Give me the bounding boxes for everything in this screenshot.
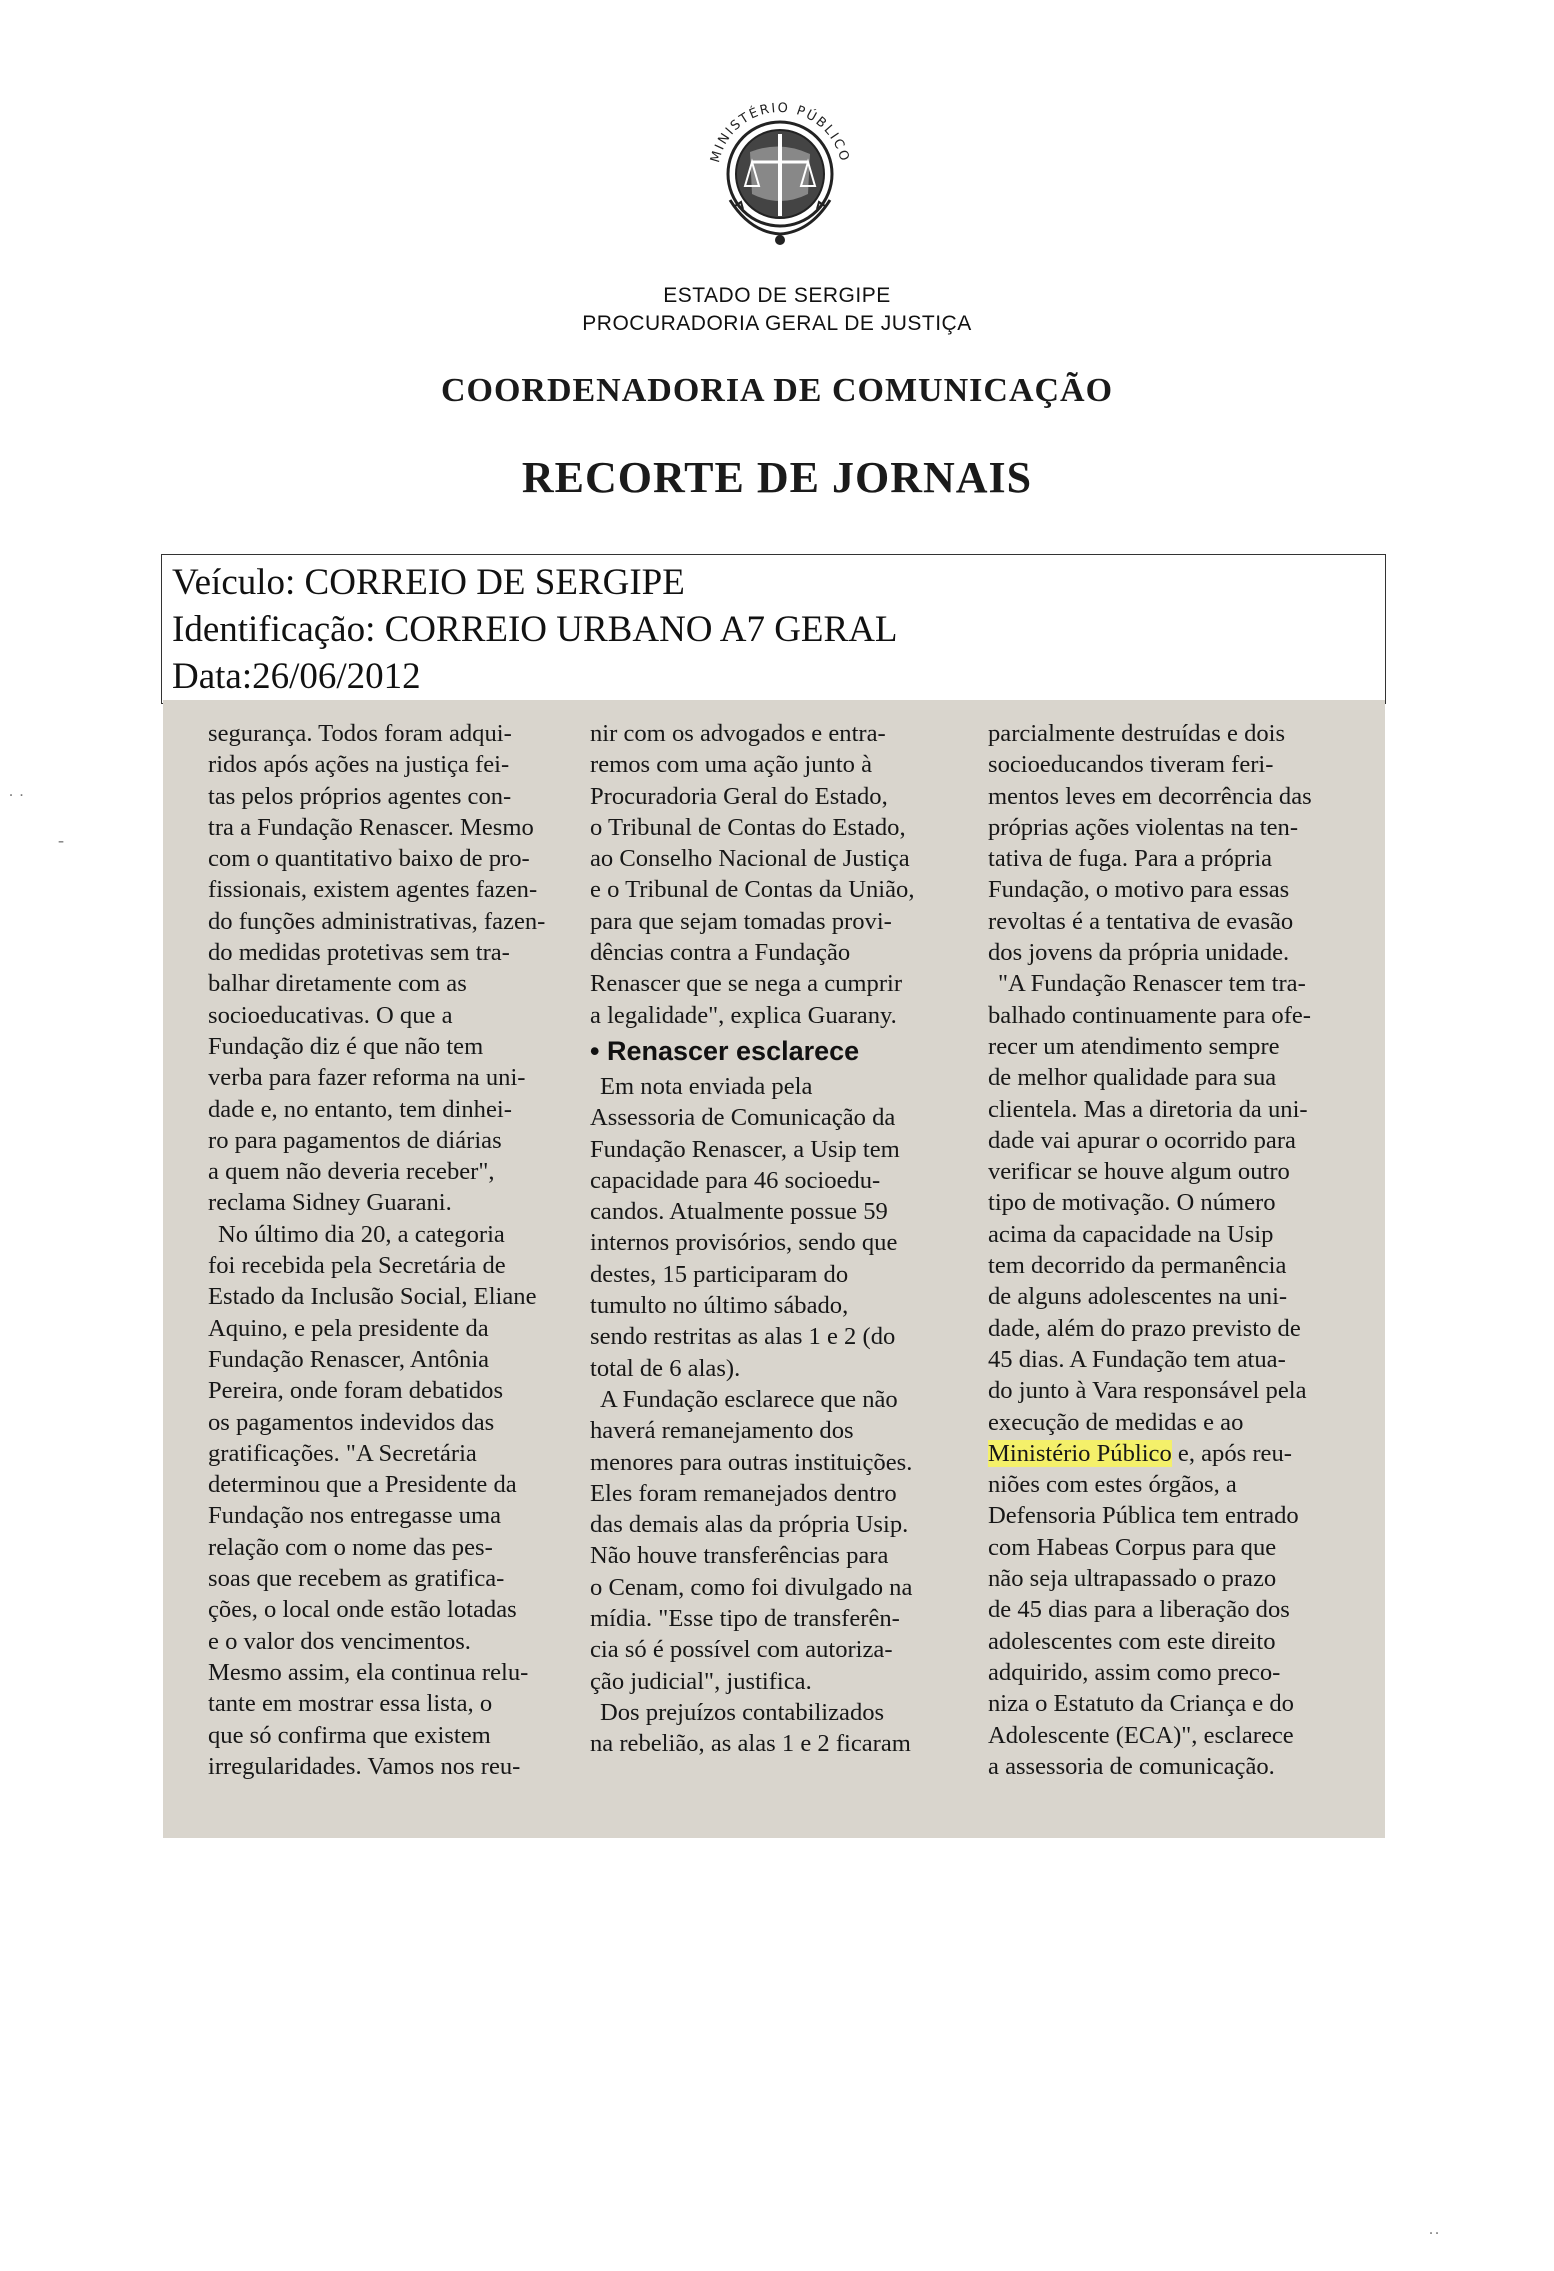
- article-line: relação com o nome das pes-: [208, 1533, 493, 1561]
- article-line: dade, além do prazo previsto de: [988, 1314, 1301, 1342]
- article-line: Não houve transferências para: [590, 1542, 889, 1570]
- article-line: ção judicial", justifica.: [590, 1667, 812, 1695]
- article-line: cia só é possível com autoriza-: [590, 1636, 893, 1664]
- article-line: não seja ultrapassado o prazo: [988, 1565, 1277, 1593]
- article-line: remos com uma ação junto à: [590, 751, 873, 779]
- article-line: balhar diretamente com as: [208, 970, 467, 998]
- article-line: dências contra a Fundação: [590, 939, 851, 967]
- article-line: niões com estes órgãos, a: [988, 1471, 1237, 1499]
- highlighted-ministerio-publico: Ministério Público: [988, 1439, 1172, 1467]
- article-line: Eles foram remanejados dentro: [590, 1479, 897, 1507]
- scan-speck: ˙˙: [1428, 2228, 1440, 2248]
- article-line: menores para outras instituições.: [590, 1448, 913, 1476]
- article-line: Assessoria de Comunicação da: [590, 1104, 896, 1132]
- article-line: dade vai apurar o ocorrido para: [988, 1126, 1296, 1154]
- article-line: das demais alas da própria Usip.: [590, 1511, 909, 1539]
- document-title: RECORTE DE JORNAIS: [521, 453, 1033, 502]
- article-line: tas pelos próprios agentes con-: [208, 782, 512, 810]
- article-line: Aquino, e pela presidente da: [208, 1314, 489, 1342]
- article-line: do funções administrativas, fazen-: [208, 907, 546, 935]
- article-line: niza o Estatuto da Criança e do: [988, 1690, 1294, 1718]
- article-line: o Cenam, como foi divulgado na: [590, 1573, 913, 1601]
- article-line: Pereira, onde foram debatidos: [208, 1377, 504, 1405]
- article-line-highlighted: [988, 1438, 1312, 1469]
- article-line: recer um atendimento sempre: [988, 1032, 1280, 1060]
- seal-lettering: MINISTÉRIO PÚBLICO: [707, 100, 852, 165]
- article-line: destes, 15 participaram do: [590, 1260, 849, 1288]
- article-line: com Habeas Corpus para que: [988, 1533, 1277, 1561]
- scan-speck: ˙ ˙: [8, 790, 25, 810]
- article-line: Defensoria Pública tem entrado: [988, 1502, 1299, 1530]
- article-line: do medidas protetivas sem tra-: [208, 939, 510, 967]
- state-name: ESTADO DE SERGIPE: [663, 284, 891, 307]
- article-line: a assessoria de comunicação.: [988, 1752, 1275, 1780]
- scan-speck: -: [58, 830, 64, 850]
- article-line: No último dia 20, a categoria: [218, 1220, 505, 1248]
- ministerio-publico-seal: [690, 82, 870, 262]
- article-line: gratificações. "A Secretária: [208, 1439, 477, 1467]
- article-line: com o quantitativo baixo de pro-: [208, 845, 530, 873]
- article-line: Fundação Renascer, Antônia: [208, 1345, 490, 1373]
- department-heading: COORDENADORIA DE COMUNICAÇÃO: [440, 372, 1114, 409]
- article-line: tativa de fuga. Para a própria: [988, 845, 1273, 873]
- article-line: tipo de motivação. O número: [988, 1189, 1276, 1217]
- article-line: execução de medidas e ao: [988, 1408, 1244, 1436]
- agency-name: PROCURADORIA GERAL DE JUSTIÇA: [582, 312, 972, 335]
- article-line: os pagamentos indevidos das: [208, 1408, 495, 1436]
- article-line: do junto à Vara responsável pela: [988, 1377, 1307, 1405]
- article-line: nir com os advogados e entra-: [590, 720, 886, 747]
- article-line: parcialmente destruídas e dois: [988, 720, 1286, 747]
- article-line: candos. Atualmente possue 59: [590, 1198, 888, 1226]
- article-line: A Fundação esclarece que não: [600, 1385, 898, 1413]
- article-line: próprias ações violentas na ten-: [988, 813, 1299, 841]
- article-line: Em nota enviada pela: [600, 1072, 813, 1100]
- article-line: soas que recebem as gratifica-: [208, 1565, 505, 1593]
- article-column-2: [590, 718, 914, 1760]
- clipping-info-box: [161, 554, 1386, 704]
- article-column-3: [988, 718, 1312, 1782]
- article-line: Mesmo assim, ela continua relu-: [208, 1658, 529, 1686]
- article-line: Fundação Renascer, a Usip tem: [590, 1135, 900, 1163]
- article-line: dos jovens da própria unidade.: [988, 939, 1290, 967]
- article-line: Fundação diz é que não tem: [208, 1032, 484, 1060]
- article-line: Renascer que se nega a cumprir: [590, 970, 903, 998]
- article-line: mentos leves em decorrência das: [988, 782, 1312, 810]
- article-line: verba para fazer reforma na uni-: [208, 1064, 526, 1092]
- article-line: socioeducativas. O que a: [208, 1001, 453, 1029]
- article-line: que só confirma que existem: [208, 1721, 491, 1749]
- article-line: ao Conselho Nacional de Justiça: [590, 845, 910, 873]
- article-line: adquirido, assim como preco-: [988, 1658, 1281, 1686]
- article-line: irregularidades. Vamos nos reu-: [208, 1752, 521, 1780]
- article-line: internos provisórios, sendo que: [590, 1229, 898, 1257]
- article-line: reclama Sidney Guarani.: [208, 1189, 452, 1217]
- article-line: tra a Fundação Renascer. Mesmo: [208, 813, 534, 841]
- article-line: de melhor qualidade para sua: [988, 1064, 1277, 1092]
- article-line-tail: e, após reu-: [1171, 1439, 1292, 1467]
- article-line: para que sejam tomadas provi-: [590, 907, 892, 935]
- date-line: Data:26/06/2012: [172, 656, 421, 697]
- article-line: a legalidade", explica Guarany.: [590, 1001, 897, 1029]
- article-line: adolescentes com este direito: [988, 1627, 1276, 1655]
- article-line: clientela. Mas a diretoria da uni-: [988, 1095, 1308, 1123]
- article-line: Fundação, o motivo para essas: [988, 876, 1290, 904]
- article-line: sendo restritas as alas 1 e 2 (do: [590, 1323, 896, 1351]
- article-line: na rebelião, as alas 1 e 2 ficaram: [590, 1730, 911, 1758]
- article-line: tem decorrido da permanência: [988, 1252, 1287, 1280]
- article-line: ridos após ações na justiça fei-: [208, 751, 510, 779]
- article-line: determinou que a Presidente da: [208, 1471, 517, 1499]
- article-line: segurança. Todos foram adqui-: [208, 720, 512, 747]
- section-subheading: • Renascer esclarece: [590, 1035, 860, 1066]
- article-line: mídia. "Esse tipo de transferên-: [590, 1605, 900, 1633]
- article-line: ções, o local onde estão lotadas: [208, 1596, 517, 1624]
- article-line: a quem não deveria receber",: [208, 1158, 495, 1186]
- article-line: ro para pagamentos de diárias: [208, 1126, 502, 1154]
- article-line: capacidade para 46 socioedu-: [590, 1166, 881, 1194]
- article-line: socioeducandos tiveram feri-: [988, 751, 1274, 779]
- article-line: acima da capacidade na Usip: [988, 1220, 1274, 1248]
- article-line: tumulto no último sábado,: [590, 1292, 849, 1320]
- article-line: dade e, no entanto, tem dinhei-: [208, 1095, 512, 1123]
- article-line: o Tribunal de Contas do Estado,: [590, 813, 906, 841]
- article-line: Procuradoria Geral do Estado,: [590, 782, 888, 810]
- article-line: de alguns adolescentes na uni-: [988, 1283, 1288, 1311]
- article-line: 45 dias. A Fundação tem atua-: [988, 1345, 1286, 1373]
- article-line: tante em mostrar essa lista, o: [208, 1690, 493, 1718]
- article-line: Adolescente (ECA)", esclarece: [988, 1721, 1294, 1749]
- article-line: Dos prejuízos contabilizados: [600, 1698, 885, 1726]
- article-column-1: [208, 718, 545, 1782]
- article-line: e o Tribunal de Contas da União,: [590, 876, 915, 904]
- article-line: total de 6 alas).: [590, 1354, 741, 1382]
- article-line: balhado continuamente para ofe-: [988, 1001, 1311, 1029]
- article-line: revoltas é a tentativa de evasão: [988, 907, 1294, 935]
- article-line: e o valor dos vencimentos.: [208, 1627, 471, 1655]
- vehicle-line: Veículo: CORREIO DE SERGIPE: [172, 562, 685, 603]
- article-line: "A Fundação Renascer tem tra-: [998, 970, 1306, 998]
- article-line: haverá remanejamento dos: [590, 1417, 854, 1445]
- article-line: Fundação nos entregasse uma: [208, 1502, 501, 1530]
- article-line: foi recebida pela Secretária de: [208, 1252, 506, 1280]
- article-line: fissionais, existem agentes fazen-: [208, 876, 538, 904]
- article-line: de 45 dias para a liberação dos: [988, 1596, 1290, 1624]
- article-line: Estado da Inclusão Social, Eliane: [208, 1283, 537, 1311]
- identification-line: Identificação: CORREIO URBANO A7 GERAL: [172, 609, 898, 650]
- article-line: verificar se houve algum outro: [988, 1158, 1290, 1186]
